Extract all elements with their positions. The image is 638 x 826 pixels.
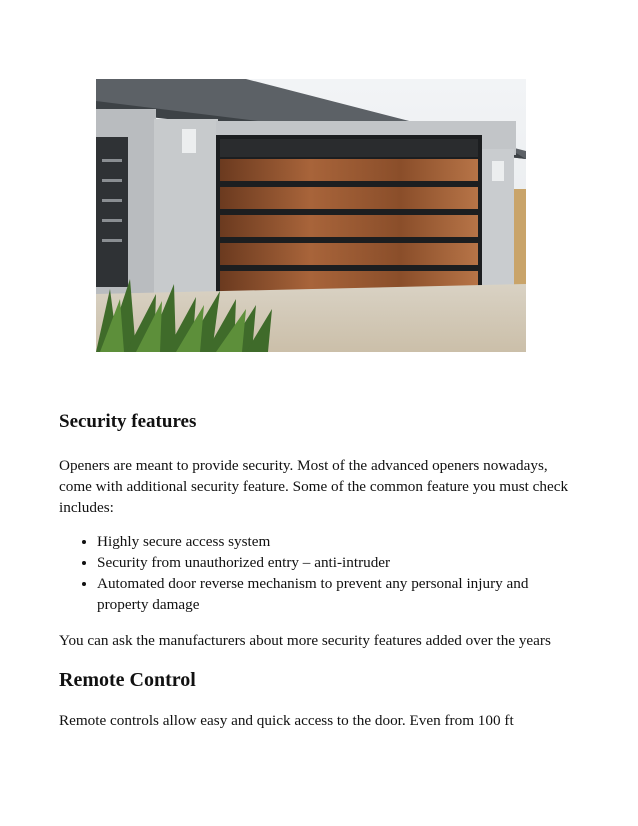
security-intro-paragraph: Openers are meant to provide security. Most of the advanced openers nowadays, come with additional security feature. Some of the common feature you must check includes:	[59, 457, 569, 516]
remote-control-paragraph: Remote controls allow easy and quick access to the door. Even from 100 ft	[59, 712, 514, 729]
security-feature-list	[59, 531, 579, 615]
list-item: • Automated door reverse mechanism to prevent any personal injury and property damage	[97, 573, 579, 615]
security-features-heading: Security features	[59, 411, 197, 432]
security-outro-paragraph: You can ask the manufacturers about more security features added over the years	[59, 632, 551, 649]
list-item: • Security from unauthorized entry – anti-intruder	[97, 552, 579, 573]
garage-door-illustration	[96, 79, 526, 352]
list-item: • Highly secure access system	[97, 531, 579, 552]
remote-control-heading: Remote Control	[59, 669, 196, 691]
garage-door-photo	[96, 79, 526, 352]
document-body	[59, 410, 579, 731]
